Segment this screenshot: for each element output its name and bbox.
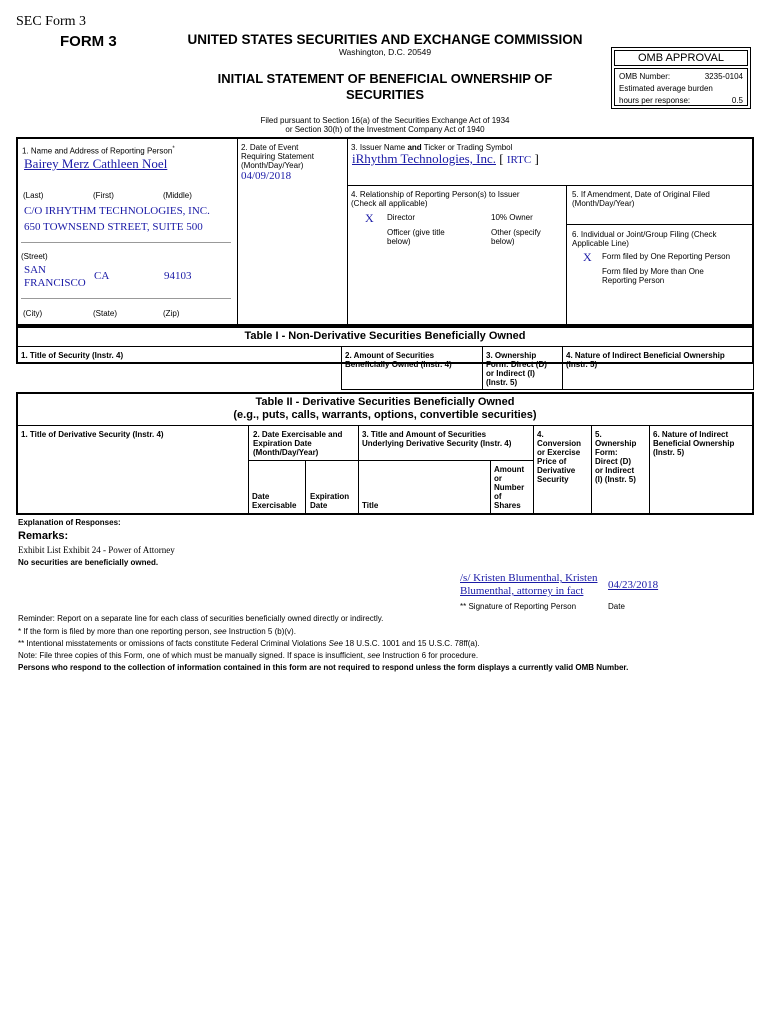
omb-number-value: 3235-0104 [704, 72, 743, 81]
omb-number-label: OMB Number: [619, 72, 671, 81]
table2-title-header: Title [362, 501, 379, 510]
omb-persons-note: Persons who respond to the collection of information contained in this form are not required to respond unless the form displays a currently valid OMB Number. [18, 663, 629, 672]
city-label: (City) [23, 309, 43, 318]
state-value: CA [94, 270, 110, 282]
state-label: (State) [93, 309, 118, 318]
no-securities-note: No securities are beneficially owned. [18, 558, 159, 567]
director-checkmark[interactable]: X [365, 211, 374, 225]
table2-col3-header: 3. Title and Amount of Securities Underlying Derivative Security (Instr. 4) [362, 430, 512, 448]
box1-label: 1. Name and Address of Reporting Person* [22, 146, 175, 156]
signature-label: ** Signature of Reporting Person [460, 602, 577, 611]
box3-label: 3. Issuer Name and Ticker or Trading Symbol [351, 143, 513, 152]
table2-col1-header: 1. Title of Derivative Security (Instr. 4) [21, 430, 164, 439]
table1-col4-header: 4. Nature of Indirect Beneficial Ownership (Instr. 5) [566, 351, 725, 369]
file-copies-note: Note: File three copies of this Form, one of which must be manually signed. If space is insufficient, see Instruction 6 for procedure. [18, 651, 479, 660]
one-person-checkmark[interactable]: X [583, 250, 592, 264]
date-label: Date [608, 602, 625, 611]
table2-col5-header: 5. Ownership Form: Direct (D) or Indirect (I) (Instr. 5) [595, 430, 637, 484]
ticker-symbol: IRTC [506, 154, 532, 166]
other-label: Other (specify below) [491, 228, 541, 246]
double-star-note: ** Intentional misstatements or omissions of facts constitute Federal Criminal Violations See 18 U.S.C. 1001 and 15 U.S.C. 78ff(a). [18, 639, 480, 648]
table2-col6-header: 6. Nature of Indirect Beneficial Ownership (Instr. 5) [653, 430, 735, 457]
issuer-name-link[interactable]: iRhythm Technologies, Inc. [352, 151, 496, 166]
box2-label: 2. Date of Event Requiring Statement (Month/Day/Year) [241, 143, 314, 170]
address-line1: C/O IRHYTHM TECHNOLOGIES, INC. [24, 205, 210, 217]
table1-col-extension [341, 362, 754, 390]
table1-col3-header: 3. Ownership Form: Direct (D) or Indirect (I) (Instr. 5) [486, 351, 547, 387]
zip-value: 94103 [164, 270, 192, 282]
street-label: (Street) [21, 252, 48, 261]
issuer-line: iRhythm Technologies, Inc. [ IRTC ] [352, 151, 539, 166]
omb-title: OMB APPROVAL [614, 50, 748, 66]
omb-hours-value: 0.5 [731, 96, 743, 105]
table1-title: Table I - Non-Derivative Securities Beneficially Owned [244, 330, 526, 342]
agency-name: UNITED STATES SECURITIES AND EXCHANGE COMMISSION [187, 32, 583, 47]
reminder-note: Reminder: Report on a separate line for each class of securities beneficially owned directly or indirectly. [18, 614, 384, 623]
table2-col4-header: 4. Conversion or Exercise Price of Derivative Security [537, 430, 582, 484]
box5-label: 5. If Amendment, Date of Original Filed (Month/Day/Year) [572, 190, 710, 208]
table2-date-exercisable-header: Date Exercisable [252, 492, 297, 510]
table2-expiration-header: Expiration Date [310, 492, 350, 510]
director-label: Director [387, 213, 416, 222]
table1-col1-header: 1. Title of Security (Instr. 4) [21, 351, 124, 360]
event-date: 04/09/2018 [241, 170, 292, 182]
address-line2: 650 TOWNSEND STREET, SUITE 500 [24, 221, 203, 233]
box6-label: 6. Individual or Joint/Group Filing (Check Applicable Line) [572, 230, 717, 248]
first-label: (First) [93, 191, 114, 200]
more-persons-label: Form filed by More than One Reporting Person [602, 267, 704, 285]
form-title: FORM 3 [60, 33, 117, 50]
top-label: SEC Form 3 [16, 14, 87, 29]
omb-hours-label: hours per response: [619, 96, 691, 105]
filed-pursuant-line2: or Section 30(h) of the Investment Company Act of 1940 [285, 125, 485, 134]
middle-label: (Middle) [163, 191, 192, 200]
box4-label: 4. Relationship of Reporting Person(s) to Issuer (Check all applicable) [351, 190, 520, 208]
omb-approval-box [611, 47, 751, 109]
omb-details [614, 68, 748, 106]
officer-label: Officer (give title below) [387, 228, 445, 246]
explanation-heading: Explanation of Responses: [18, 518, 121, 527]
one-person-label: Form filed by One Reporting Person [602, 252, 731, 261]
exhibit-list: Exhibit List Exhibit 24 - Power of Attorney [18, 545, 175, 555]
star-note: * If the form is filed by more than one reporting person, see Instruction 5 (b)(v). [18, 627, 296, 636]
zip-label: (Zip) [163, 309, 180, 318]
filed-pursuant-line1: Filed pursuant to Section 16(a) of the Securities Exchange Act of 1934 [260, 116, 510, 125]
signature-link[interactable]: /s/ Kristen Blumenthal, Kristen Blumenthal, attorney in fact [460, 572, 598, 597]
table2-col2-header: 2. Date Exercisable and Expiration Date (Month/Day/Year) [253, 430, 343, 457]
remarks-heading: Remarks: [18, 530, 69, 542]
main-title: INITIAL STATEMENT OF BENEFICIAL OWNERSHIP OF SECURITIES [217, 71, 553, 102]
omb-burden-label: Estimated average burden [619, 84, 713, 93]
reporting-person-name[interactable]: Bairey Merz Cathleen Noel [24, 156, 168, 171]
city-value: SAN FRANCISCO [24, 264, 86, 289]
agency-location: Washington, D.C. 20549 [338, 47, 432, 57]
last-label: (Last) [23, 191, 44, 200]
table2-amount-header: Amount or Number of Shares [494, 465, 525, 510]
table2-title: Table II - Derivative Securities Beneficially Owned (e.g., puts, calls, warrants, options, convertible securities) [233, 396, 537, 421]
table1-col2-header: 2. Amount of Securities Beneficially Owned (Instr. 4) [345, 351, 452, 369]
ten-percent-owner-label: 10% Owner [491, 213, 533, 222]
signature-date[interactable]: 04/23/2018 [608, 579, 659, 591]
